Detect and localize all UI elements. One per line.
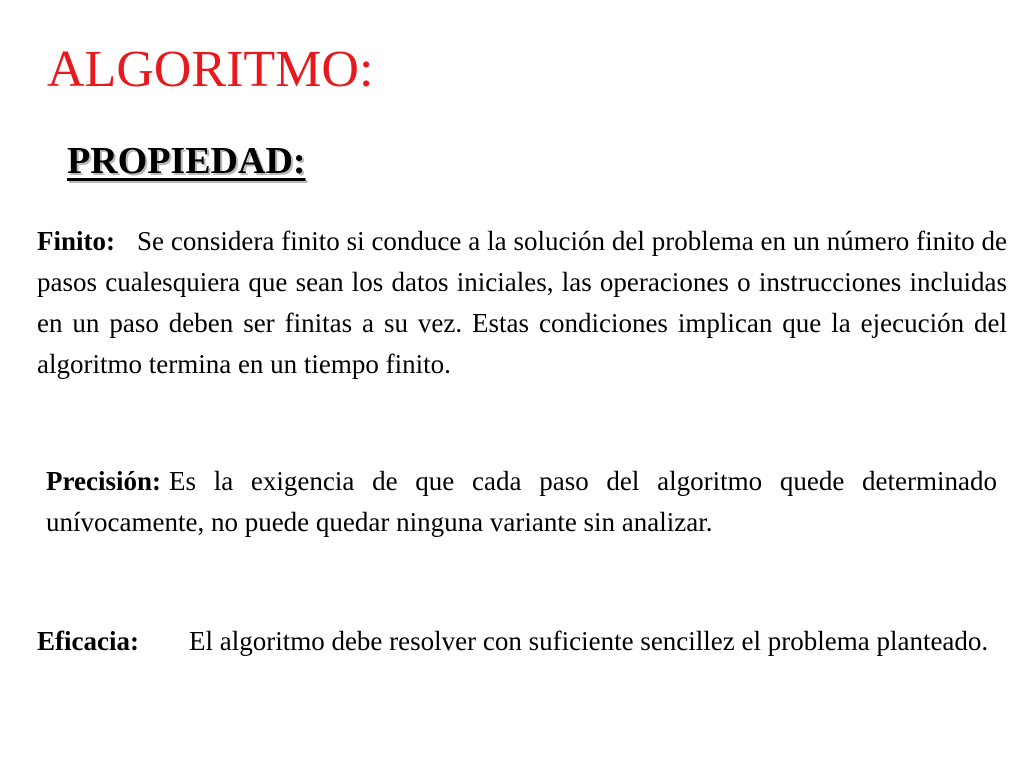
- slide-subtitle: PROPIEDAD:: [67, 140, 306, 182]
- property-description: Es la exigencia de que cada paso del algoritmo quede determinado unívocamente, no puede quedar ninguna variante sin analizar.: [46, 466, 997, 537]
- property-description: Se considera finito si conduce a la solución del problema en un número finito de pasos cualesquiera que sean los datos iniciales, las operaciones o instrucciones incluidas en un paso deben ser finitas a su vez. Estas condiciones implican que la ejecución del algoritmo termina en un tiempo finito.: [37, 226, 1007, 379]
- slide-title: ALGORITMO:: [47, 41, 374, 98]
- property-precision: [46, 461, 997, 543]
- property-term: Precisión:: [46, 466, 161, 496]
- property-eficacia: [37, 621, 997, 662]
- property-term: Eficacia:: [37, 626, 139, 656]
- property-term: Finito:: [37, 226, 115, 256]
- property-description: El algoritmo debe resolver con suficiente sencillez el problema planteado.: [188, 626, 989, 656]
- property-finito: [37, 221, 1007, 385]
